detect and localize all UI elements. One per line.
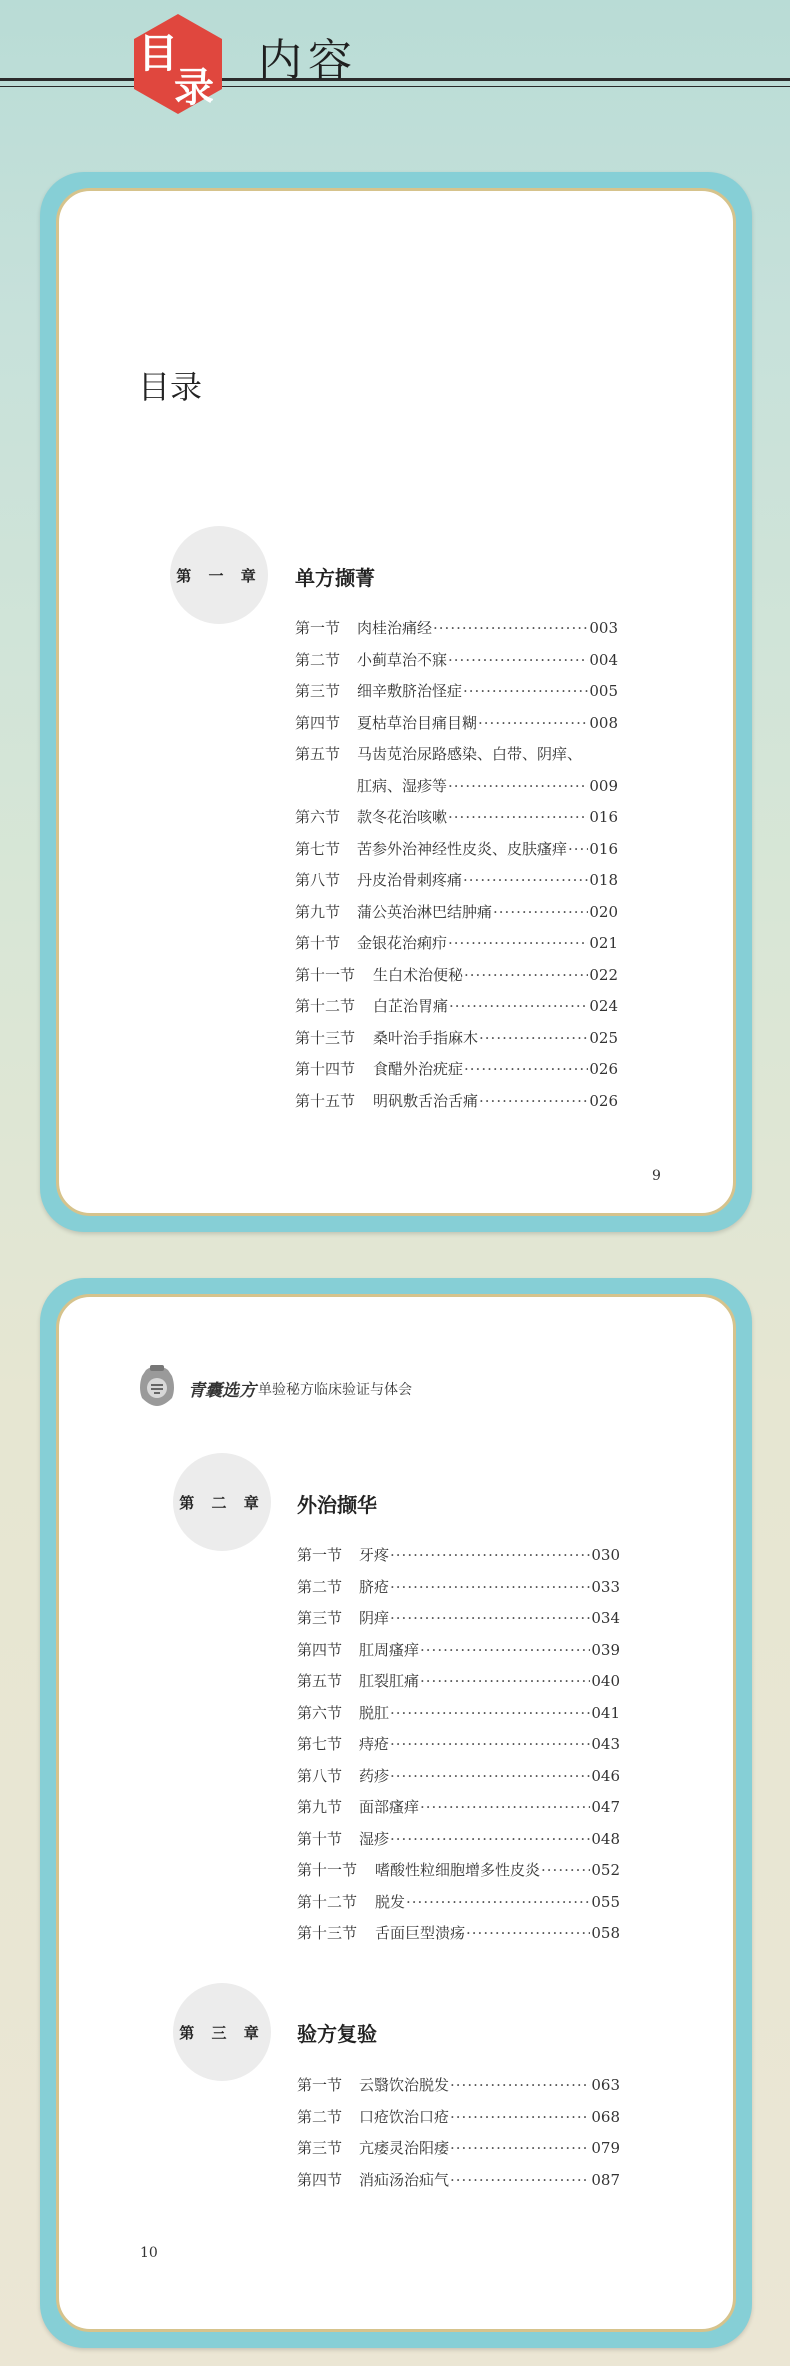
section-title: 脱发 xyxy=(375,1892,406,1911)
section-number: 第三节 xyxy=(297,1609,343,1627)
section-title: 云翳饮治脱发 xyxy=(359,2076,450,2094)
leader-dots xyxy=(479,1086,588,1118)
section-number: 第一节 xyxy=(295,619,341,637)
toc-entry xyxy=(295,645,618,677)
section-number: 第二节 xyxy=(297,1577,343,1596)
toc-entry xyxy=(297,1918,620,1950)
section-page: 005 xyxy=(589,682,618,700)
section-page: 087 xyxy=(591,2170,620,2189)
header-rule xyxy=(0,78,790,81)
section-page: 047 xyxy=(591,1798,620,1816)
toc-entry xyxy=(295,802,618,834)
toc-entry xyxy=(297,1855,620,1887)
section-page: 058 xyxy=(591,1924,620,1942)
section-page: 068 xyxy=(591,2107,620,2126)
leader-dots xyxy=(478,708,588,740)
section-page: 026 xyxy=(589,1060,618,1078)
section-number: 第二节 xyxy=(297,2107,343,2126)
badge-char-1: 目 xyxy=(138,31,178,77)
section-page: 016 xyxy=(589,839,618,858)
section-number: 第一节 xyxy=(297,2076,343,2094)
leader-dots xyxy=(420,1635,590,1667)
leader-dots xyxy=(466,1918,590,1950)
leader-dots xyxy=(463,676,588,708)
section-number: 第五节 xyxy=(295,745,341,763)
section-number: 第七节 xyxy=(295,839,341,858)
section-title: 夏枯草治目痛目糊 xyxy=(357,713,478,732)
toc-entry xyxy=(295,739,618,771)
toc-entry xyxy=(297,1729,620,1761)
leader-dots xyxy=(450,2102,590,2134)
leader-dots xyxy=(448,802,588,834)
toc-entry xyxy=(295,834,618,866)
toc-entry xyxy=(297,1761,620,1793)
section-page: 079 xyxy=(591,2139,620,2157)
section-number: 第六节 xyxy=(295,808,341,826)
toc-entry xyxy=(295,960,618,992)
section-page: 034 xyxy=(591,1609,620,1627)
leader-dots xyxy=(420,1792,590,1824)
section-title: 桑叶治手指麻木 xyxy=(373,1028,479,1047)
section-number: 第十一节 xyxy=(295,965,356,984)
toc-entry xyxy=(297,1666,620,1698)
section-page: 041 xyxy=(591,1703,620,1722)
section-number: 第六节 xyxy=(297,1703,343,1722)
toc-entry xyxy=(297,1887,620,1919)
toc-entry xyxy=(295,865,618,897)
section-page: 063 xyxy=(591,2076,620,2094)
section-number: 第十二节 xyxy=(297,1892,358,1911)
toc-entry xyxy=(297,2102,620,2134)
section-number: 第十二节 xyxy=(295,997,356,1015)
section-page: 021 xyxy=(589,934,618,952)
section-page: 046 xyxy=(591,1766,620,1785)
chapter-3-title: 验方复验 xyxy=(297,2022,377,2046)
section-title: 小蓟草治不寐 xyxy=(357,650,448,669)
section-number: 第十五节 xyxy=(295,1091,356,1110)
leader-dots xyxy=(448,928,588,960)
toc-entry xyxy=(295,1023,618,1055)
section-number: 第九节 xyxy=(295,902,341,921)
toc-entry xyxy=(297,2133,620,2165)
section-title: 肛裂肛痛 xyxy=(359,1672,420,1690)
chapter-2-entries xyxy=(297,1540,620,1950)
header-label: 内容 xyxy=(250,24,366,88)
section-title: 肛周瘙痒 xyxy=(359,1640,420,1659)
leader-dots xyxy=(568,834,588,866)
leader-dots xyxy=(406,1887,590,1919)
section-number: 第十四节 xyxy=(295,1060,356,1078)
leader-dots xyxy=(390,1824,590,1856)
section-page: 016 xyxy=(589,808,618,826)
section-number: 第十节 xyxy=(295,934,341,952)
leader-dots xyxy=(450,2133,590,2165)
toc-entry xyxy=(297,1698,620,1730)
section-number: 第十三节 xyxy=(295,1028,356,1047)
section-number: 第一节 xyxy=(297,1546,343,1564)
section-page: 009 xyxy=(589,776,618,795)
section-page: 025 xyxy=(589,1028,618,1047)
section-number: 第十节 xyxy=(297,1829,343,1848)
leader-dots xyxy=(433,613,588,645)
leader-dots xyxy=(420,1666,590,1698)
section-number: 第五节 xyxy=(297,1672,343,1690)
section-title: 面部瘙痒 xyxy=(359,1798,420,1816)
section-page: 040 xyxy=(591,1672,620,1690)
badge-char-2: 录 xyxy=(174,65,214,111)
chapter-1-title: 单方撷菁 xyxy=(295,566,375,590)
leader-dots xyxy=(450,2070,590,2102)
chapter-3-entries xyxy=(297,2070,620,2196)
section-number: 第四节 xyxy=(297,1640,343,1659)
section-title: 蒲公英治淋巴结肿痛 xyxy=(357,902,493,921)
toc-entry xyxy=(295,897,618,929)
section-number: 第四节 xyxy=(297,2170,343,2189)
leader-dots xyxy=(448,645,588,677)
leader-dots xyxy=(448,771,588,803)
section-title: 苦参外治神经性皮炎、皮肤瘙痒 xyxy=(357,839,568,858)
section-title: 细辛敷脐治怪症 xyxy=(357,682,463,700)
section-number: 第八节 xyxy=(297,1766,343,1785)
section-page: 022 xyxy=(589,965,618,984)
toc-entry xyxy=(297,1603,620,1635)
section-page: 003 xyxy=(589,619,618,637)
section-title: 亢痿灵治阳痿 xyxy=(359,2139,450,2157)
page-number-2: 10 xyxy=(140,2245,158,2261)
toc-entry xyxy=(295,613,618,645)
leader-dots xyxy=(493,897,588,929)
toc-entry xyxy=(295,1054,618,1086)
section-title: 肉桂治痛经 xyxy=(357,619,433,637)
section-page: 033 xyxy=(591,1577,620,1596)
chapter-3-badge: 第 三 章 xyxy=(173,1983,271,2081)
leader-dots xyxy=(479,1023,588,1055)
section-title: 明矾敷舌治舌痛 xyxy=(373,1091,479,1110)
section-page: 008 xyxy=(589,713,618,732)
toc-title: 目录 xyxy=(138,368,203,406)
leader-dots xyxy=(541,1855,590,1887)
section-title: 药疹 xyxy=(359,1766,390,1785)
section-title: 嗜酸性粒细胞增多性皮炎 xyxy=(375,1861,541,1879)
chapter-1-entries xyxy=(295,613,618,1117)
section-page: 048 xyxy=(591,1829,620,1848)
toc-entry xyxy=(297,1792,620,1824)
leader-dots xyxy=(464,960,588,992)
section-number: 第八节 xyxy=(295,871,341,889)
section-number: 第四节 xyxy=(295,713,341,732)
section-page: 030 xyxy=(591,1546,620,1564)
section-number: 第九节 xyxy=(297,1798,343,1816)
section-page: 026 xyxy=(589,1091,618,1110)
section-title-cont: 肛病、湿疹等 xyxy=(357,776,448,795)
toc-entry xyxy=(295,928,618,960)
section-title: 阴痒 xyxy=(359,1609,390,1627)
toc-entry xyxy=(297,2070,620,2102)
section-page: 055 xyxy=(591,1892,620,1911)
section-number: 第三节 xyxy=(295,682,341,700)
section-number: 第七节 xyxy=(297,1735,343,1753)
section-title: 脱肛 xyxy=(359,1703,390,1722)
leader-dots xyxy=(390,1540,590,1572)
section-page: 024 xyxy=(589,997,618,1015)
leader-dots xyxy=(390,1729,590,1761)
section-number: 第二节 xyxy=(295,650,341,669)
section-page: 052 xyxy=(591,1861,620,1879)
brand-name: 青囊选方 xyxy=(188,1381,256,1401)
toc-entry xyxy=(297,1635,620,1667)
toc-entry xyxy=(297,2165,620,2197)
toc-entry xyxy=(295,676,618,708)
chapter-2-title: 外治撷华 xyxy=(297,1493,377,1517)
section-title: 马齿苋治尿路感染、白带、阴痒、 xyxy=(357,745,583,763)
section-title: 湿疹 xyxy=(359,1829,390,1848)
leader-dots xyxy=(450,2165,590,2197)
leader-dots xyxy=(390,1572,590,1604)
section-number: 第三节 xyxy=(297,2139,343,2157)
chapter-2-badge: 第 二 章 xyxy=(173,1453,271,1551)
section-title: 丹皮治骨刺疼痛 xyxy=(357,871,463,889)
toc-entry xyxy=(297,1540,620,1572)
section-title: 口疮饮治口疮 xyxy=(359,2107,450,2126)
leader-dots xyxy=(464,1054,588,1086)
section-title: 脐疮 xyxy=(359,1577,390,1596)
section-title: 舌面巨型溃疡 xyxy=(375,1924,466,1942)
section-title: 牙疼 xyxy=(359,1546,390,1564)
toc-entry-continuation xyxy=(295,771,618,803)
book-title: 单验秘方临床验证与体会 xyxy=(258,1382,412,1398)
chapter-1-badge: 第 一 章 xyxy=(170,526,268,624)
page-number-1: 9 xyxy=(652,1168,661,1184)
header-rule-thin xyxy=(0,86,790,87)
section-title: 白芷治胃痛 xyxy=(373,997,449,1015)
leader-dots xyxy=(390,1761,590,1793)
section-page: 043 xyxy=(591,1735,620,1753)
section-title: 款冬花治咳嗽 xyxy=(357,808,448,826)
toc-entry xyxy=(297,1824,620,1856)
section-number: 第十一节 xyxy=(297,1861,358,1879)
section-title: 生白术治便秘 xyxy=(373,965,464,984)
toc-entry xyxy=(295,991,618,1023)
section-page: 018 xyxy=(589,871,618,889)
leader-dots xyxy=(463,865,588,897)
toc-entry xyxy=(295,1086,618,1118)
seal-logo-icon xyxy=(134,1362,180,1408)
leader-dots xyxy=(390,1603,590,1635)
toc-entry xyxy=(297,1572,620,1604)
leader-dots xyxy=(390,1698,590,1730)
section-title: 消疝汤治疝气 xyxy=(359,2170,450,2189)
section-page: 020 xyxy=(589,902,618,921)
section-number: 第十三节 xyxy=(297,1924,358,1942)
section-title: 食醋外治疣症 xyxy=(373,1060,464,1078)
section-title: 金银花治痢疖 xyxy=(357,934,448,952)
section-page: 004 xyxy=(589,650,618,669)
leader-dots xyxy=(449,991,588,1023)
section-title: 痔疮 xyxy=(359,1735,390,1753)
section-page: 039 xyxy=(591,1640,620,1659)
toc-entry xyxy=(295,708,618,740)
